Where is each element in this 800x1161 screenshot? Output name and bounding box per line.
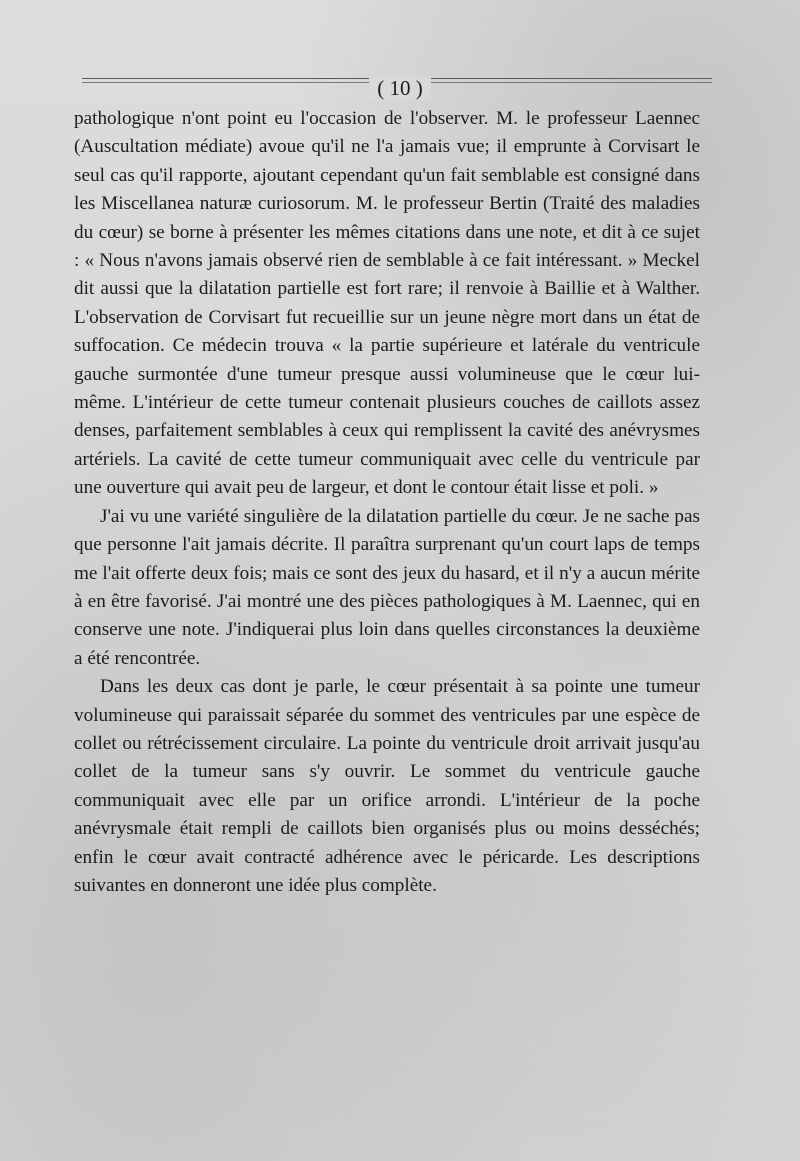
page-number-text: ( 10 ) (369, 76, 431, 100)
paragraph: pathologique n'ont point eu l'occasion de l'observer. M. le professeur Laennec (Auscultation médiate) avoue qu'il ne l'a jamais vue; il emprunte à Corvisart le seul cas qu'il rapporte, ajoutant cependant qu'un fait semblable est consigné dans les Miscellanea naturæ curiosorum. M. le professeur Bertin (Traité des maladies du cœur) se borne à présenter les mêmes citations dans une note, et dit à ce sujet : « Nous n'avons jamais observé rien de semblable à ce fait intéressant. » Meckel dit aussi que la dilatation partielle est fort rare; il renvoie à Baillie et à Walther. L'observation de Corvisart fut recueillie sur un jeune nègre mort dans un état de suffocation. Ce médecin trouva « la partie supérieure et latérale du ventricule gauche surmontée d'une tumeur presque aussi volumineuse que le cœur lui-même. L'intérieur de cette tumeur contenait plusieurs couches de caillots assez denses, parfaitement semblables à ceux qui remplissent la cavité des anévrysmes artériels. La cavité de cette tumeur communiquait avec celle du ventricule par une ouverture qui avait peu de largeur, et dont le contour était lisse et poli. » (74, 108, 700, 499)
paragraph: Dans les deux cas dont je parle, le cœur présentait à sa pointe une tumeur volumineuse qui paraissait séparée du sommet des ventricules par une espèce de collet ou rétrécissement circulaire. La pointe du ventricule droit arrivait jusqu'au collet de la tumeur sans s'y ouvrir. Le sommet du ventricule gauche communiquait avec elle par un orifice arrondi. L'intérieur de la poche anévrysmale était rempli de caillots bien organisés plus ou moins desséchés; enfin le cœur avait contracté adhérence avec le péricarde. Les descriptions suivantes en donneront une idée plus complète. (74, 676, 700, 896)
paragraph: J'ai vu une variété singulière de la dilatation partielle du cœur. Je ne sache pas que personne l'ait jamais décrite. Il paraîtra surprenant qu'un court laps de temps me l'ait offerte deux fois; mais ce sont des jeux du hasard, et il n'y a aucun mérite à en être favorisé. J'ai montré une des pièces pathologiques à M. Laennec, qui en conserve une note. J'indiquerai plus loin dans quelles circonstances la deuxième a été rencontrée. (74, 505, 700, 669)
page-number (0, 76, 800, 101)
body-text (74, 105, 700, 900)
